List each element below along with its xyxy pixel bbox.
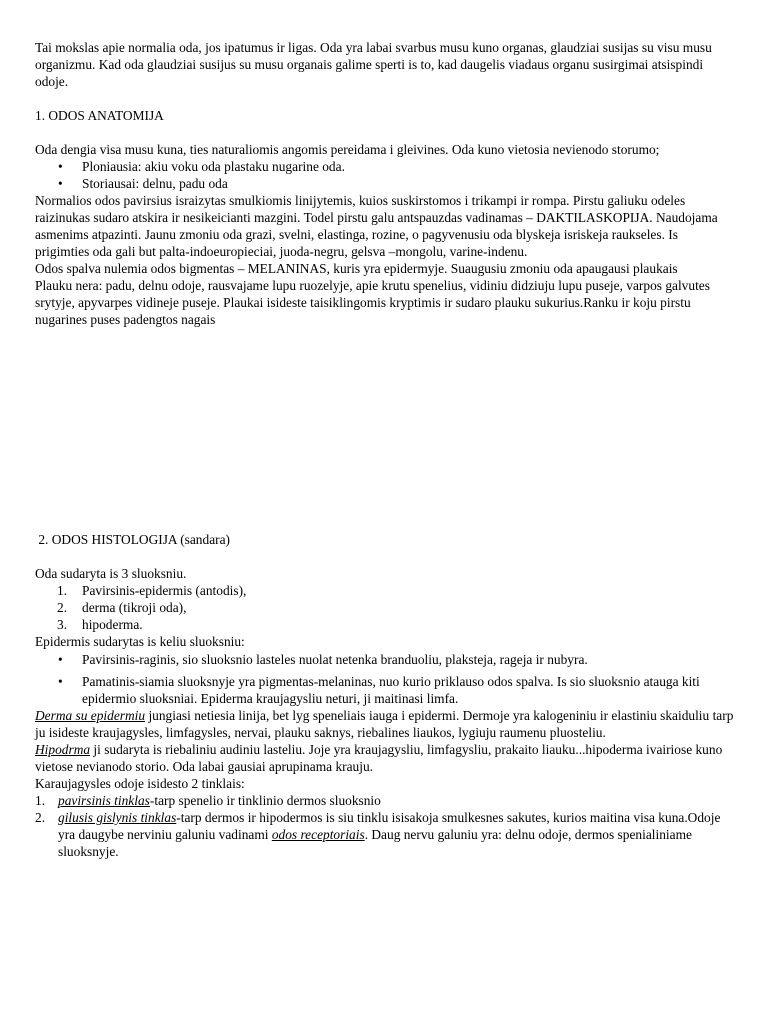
deep-network-term: gilusis gislynis tinklas — [58, 810, 177, 825]
hipoderma-paragraph: Hipodrma ji sudaryta is riebaliniu audiniu lasteliu. Joje yra kraujagysliu, limfagysliu, prakaito liauku...hipoderma ivairiose kuno vietose nevianodo storio. Oda labai gausiai aprupinama krauju. — [35, 742, 723, 774]
hipoderma-term: Hipodrma — [35, 742, 91, 757]
thickness-list — [35, 158, 735, 192]
list-item: • Pamatinis-siamia sluoksnyje yra pigmentas-melaninas, nuo kurio priklauso odos spalva. Is sio sluoksnio atauga kiti epidermio sluoksniai. Epiderma kraujagysliu neturi, ji maitinasi limfa. — [58, 674, 700, 706]
receptors-term: odos receptoriais — [271, 827, 365, 842]
bullet-icon: • — [58, 674, 63, 689]
list-item: • Ploniausia: akiu voku oda plastaku nugarine oda. — [58, 159, 345, 174]
list-item: • Storiausai: delnu, padu oda — [58, 176, 228, 191]
superficial-network-term: pavirsinis tinklas — [58, 793, 150, 808]
section1-para2: Normalios odos pavirsius israizytas smulkiomis linijytemis, kuios suskirstomos i trikampi ir rompa. Pirstu galiuku odeles raizinukas sudaro atskira ir nesikeicianti mazgini. Todel pirstu galu antspauzdas vadinamas – DAKTILASKOPIJA. Naudojama asmenims atpazinti. Jaunu zmoniu oda grazi, svelni, elastinga, rozine, o pagyvenusiu oda blyskeja isriskeja raukseles. Is prigimties oda gali but palta-indoeuropieciai, juoda-negru, gelsva –mongolu, varine-indenu. — [35, 193, 718, 259]
derma-term: Derma su epidermiu — [35, 708, 146, 723]
vessel-network-list — [35, 792, 735, 860]
list-item: 2. gilusis gislynis tinklas-tarp dermos ir hipodermos is siu tinklu isisakoja smulkesnes sakutes, kurios maitina visa kuna.Odoje yra daugybe nerviniu galuniu vadinami odos receptoriais. Daug nervu galuniu yra: delnu odoje, dermos spenialiniame sluoksnyje. — [35, 810, 721, 859]
section2-para3: Karaujagysles odoje isidesto 2 tinklais: — [35, 776, 245, 791]
section1-body — [35, 141, 735, 328]
bullet-icon: • — [58, 176, 63, 191]
section2-heading: 2. ODOS HISTOLOGIJA (sandara) — [35, 532, 231, 547]
intro-paragraph: Tai mokslas apie normalia oda, jos ipatumus ir ligas. Oda yra labai svarbus musu kuno organas, glaudziai susijas su visu musu organizmu. Kad oda glaudziai susijus su musu organais galime sperti is to, kad daugelis viadaus organu susirgimai atsispindi odoje. — [35, 40, 712, 89]
section2-body — [35, 565, 735, 860]
section2-para2: Epidermis sudarytas is keliu sluoksniu: — [35, 634, 245, 649]
derma-paragraph: Derma su epidermiu jungiasi netiesia linija, bet lyg speneliais iauga i epidermi. Dermoje yra kalogeniniu ir elastiniu skaiduliu tarp ju isideste kraujagysles, limfagysles, nervai, plauku saknys, riebalines liaukos, lygiuju raumenu pluosteliu. — [35, 708, 734, 740]
section1-heading: 1. ODOS ANATOMIJA — [35, 108, 164, 123]
list-item: 1. pavirsinis tinklas-tarp spenelio ir tinklinio dermos sluoksnio — [35, 793, 381, 808]
list-item: 3. hipoderma. — [57, 617, 143, 632]
section1-para1: Oda dengia visa musu kuna, ties naturaliomis angomis pereidama i gleivines. Oda kuno vietosia nevienodo storumo; — [35, 142, 660, 157]
section2-para1: Oda sudaryta is 3 sluoksniu. — [35, 566, 187, 581]
list-item: 2. derma (tikroji oda), — [57, 600, 187, 615]
section1-para4: Plauku nera: padu, delnu odoje, rausvajame lupu ruozelyje, apie krutu spenelius, vidiniu didziuju lupu puseje, varpos galvutes srytyje, apyvarpes vidineje puseje. Plaukai isideste taisiklingomis kryptimis ir sudaro plauku sukurius.Ranku ir koju pirstu nugarines puses padengtos nagais — [35, 278, 710, 327]
section1-para3: Odos spalva nulemia odos bigmentas – MELANINAS, kuris yra epidermyje. Suaugusiu zmoniu oda apaugausi plaukais — [35, 261, 678, 276]
list-item: • Pavirsinis-raginis, sio sluoksnio lasteles nuolat netenka branduoliu, plaksteja, rageja ir nubyra. — [58, 652, 588, 667]
epidermis-list — [35, 651, 735, 707]
bullet-icon: • — [58, 159, 63, 174]
list-item: 1. Pavirsinis-epidermis (antodis), — [57, 583, 247, 598]
layers-list — [35, 582, 735, 633]
bullet-icon: • — [58, 652, 63, 667]
